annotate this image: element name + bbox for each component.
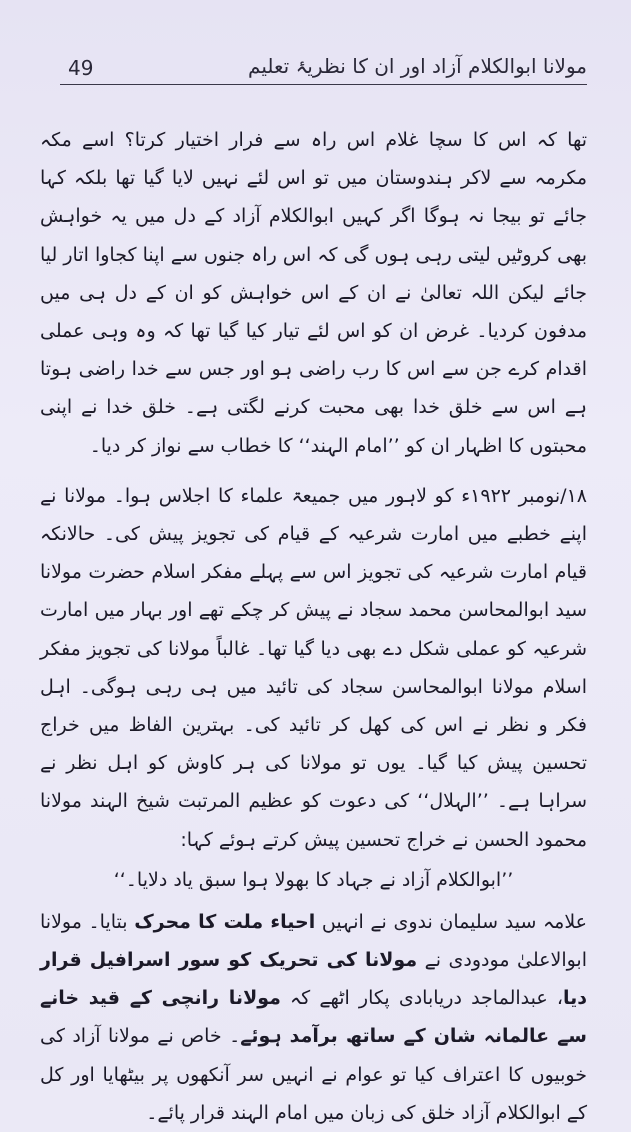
bold-phrase-1: احیاء ملت کا محرک (134, 910, 316, 933)
page-header (40, 44, 587, 88)
bold-phrase-2: مولانا کی تحریک کو سور اسرافیل قرار دیا (40, 949, 587, 1010)
paragraph-3-text-4: ۔ خاص نے مولانا آزاد کی خوبیوں کا اعتراف کیا تو عوام نے انہیں سر آنکھوں پر بیٹھایا اور کل کے ابوالکلام آزاد خلق کی زبان میں امام الہند قرار پائے۔ (40, 1025, 587, 1124)
page-number: 49 (68, 56, 94, 80)
body-text (40, 121, 587, 1132)
paragraph-3-text-3: ، عبدالماجد دریابادی پکار اٹھے کہ (280, 987, 563, 1010)
paragraph-2: ۱۸/نومبر ۱۹۲۲ء کو لاہور میں جمیعۃ علماء کا اجلاس ہوا۔ مولانا نے اپنے خطبے میں امارت شرعیہ کے قیام کی تجویز پیش کی۔ حالانکہ قیام امارت شرعیہ کی تجویز اس سے پہلے مفکر اسلام حضرت مولانا سید ابوالمحاسن محمد سجاد نے پیش کر چکے تھے اور بہار میں امارت شرعیہ کو عملی شکل دے بھی دیا گیا تھا۔ غالباً مولانا کی تجویز مفکر اسلام مولانا ابوالمحاسن سجاد کی تائید میں ہی رہی ہوگی۔ اہل فکر و نظر نے اس کی کھل کر تائید کی۔ بہترین الفاظ میں خراج تحسین پیش کیا گیا۔ یوں تو مولانا کی ہر کاوش کو اہل نظر نے سراہا ہے۔ ’’الہلال‘‘ کی دعوت کو عظیم المرتبت شیخ الہند مولانا محمود الحسن نے خراج تحسین پیش کرتے ہوئے کہا: (40, 484, 587, 851)
paragraph-3-text-1: علامہ سید سلیمان ندوی نے انہیں (315, 910, 587, 933)
paragraph-3 (40, 903, 587, 1132)
quote-line: ’’ابوالکلام آزاد نے جہاد کا بھولا ہوا سبق یاد دلایا۔‘‘ (113, 868, 514, 891)
paragraph-1: تھا کہ اس کا سچا غلام اس راہ سے فرار اختیار کرتا؟ اسے مکہ مکرمہ سے لاکر ہندوستان میں تو اس لئے نہیں لایا گیا تھا بلکہ کہا جائے تو بیجا نہ ہوگا اگر کہیں ابوالکلام آزاد کے دل میں یہ خواہش بھی کروٹیں لیتی رہی ہوں گی کہ اس راہ جنوں سے اپنا کجاوا اتار لیا جائے لیکن اللہ تعالیٰ نے ان کے اس خواہش کو ان کے دل ہی میں مدفون کردیا۔ غرض ان کو اس لئے تیار کیا گیا تھا کہ وہ وہی عملی اقدام کرے جن سے اس کا رب راضی ہو اور جس سے خدا راضی ہوتا ہے اس سے خلق خدا بھی محبت کرنے لگتی ہے۔ خلق خدا نے اپنی محبتوں کا اظہار ان کو ’’امام الہند‘‘ کا خطاب سے نواز کر دیا۔ (40, 129, 587, 457)
bold-phrase-3: مولانا رانچی کے قید خانے سے عالمانہ شان کے ساتھ برآمد ہوئے (40, 987, 587, 1048)
header-rule (60, 84, 587, 85)
running-title: مولانا ابوالکلام آزاد اور ان کا نظریۂ تعلیم (248, 54, 587, 78)
paragraph-3-text-2: بتایا۔ مولانا ابوالاعلیٰ مودودی نے (40, 910, 587, 972)
